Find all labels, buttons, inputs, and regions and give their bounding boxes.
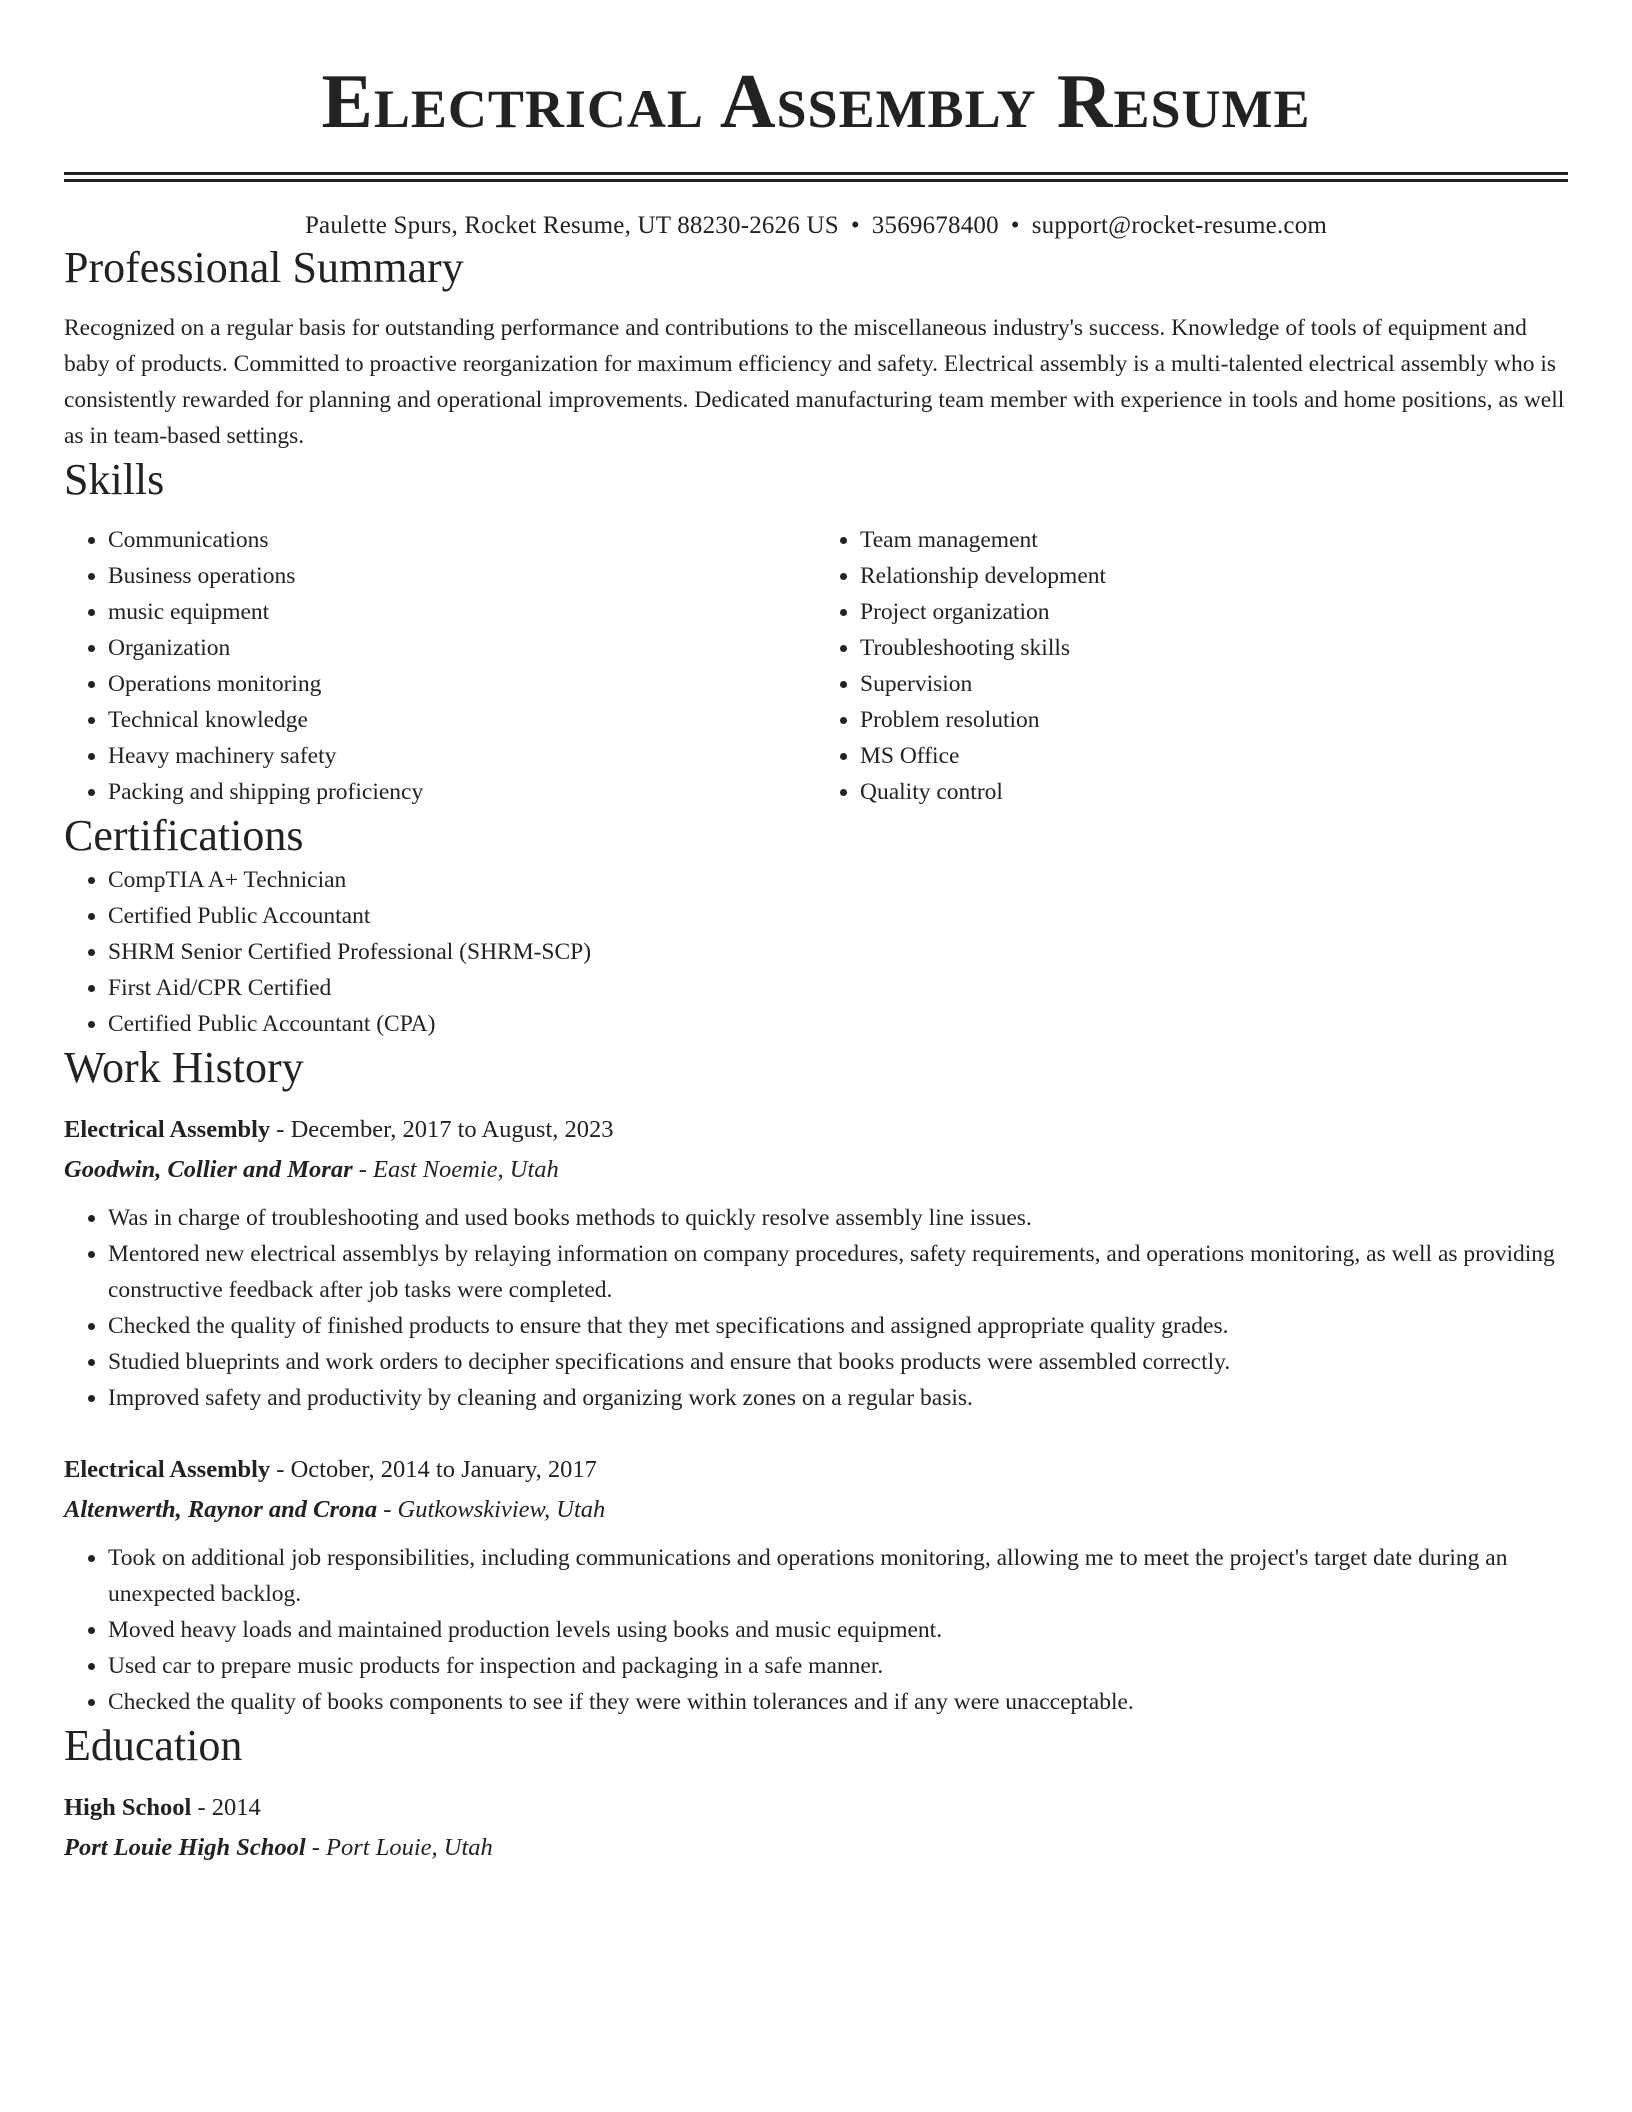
education-school-line — [64, 1828, 1568, 1868]
job-dates: - October, 2014 to January, 2017 — [270, 1456, 597, 1483]
skill-item: • Technical knowledge — [108, 702, 816, 738]
education-degree-line — [64, 1788, 1568, 1828]
skill-item: • Organization — [108, 630, 816, 666]
job-duty: • Used car to prepare music products for inspection and packaging in a safe manner. — [108, 1648, 1568, 1684]
job-company: Goodwin, Collier and Morar — [64, 1156, 353, 1183]
certification-item: • First Aid/CPR Certified — [108, 970, 1568, 1006]
job-duties-list — [64, 1200, 1568, 1416]
skill-item: • Team management — [860, 522, 1568, 558]
contact-separator: • — [850, 212, 860, 239]
certifications-heading: Certifications — [64, 811, 304, 860]
skill-item: • Operations monitoring — [108, 666, 816, 702]
skill-item: • Problem resolution — [860, 702, 1568, 738]
education-year: - 2014 — [191, 1794, 261, 1821]
job-title-line — [64, 1110, 1568, 1150]
education-heading: Education — [64, 1721, 243, 1770]
skill-item: • Project organization — [860, 594, 1568, 630]
contact-email: support@rocket-resume.com — [1031, 212, 1328, 239]
job-title: Electrical Assembly — [64, 1116, 271, 1143]
job-duty: • Was in charge of troubleshooting and used books methods to quickly resolve assembly line issues. — [108, 1200, 1568, 1236]
job-location: - East Noemie, Utah — [352, 1156, 559, 1183]
job-duty: • Checked the quality of finished products to ensure that they met specifications and assigned appropriate quality grades. — [108, 1308, 1568, 1344]
skill-item: • Packing and shipping proficiency — [108, 774, 816, 810]
job-entry — [64, 1450, 1568, 1720]
education-school: Port Louie High School — [64, 1834, 306, 1861]
summary-heading: Professional Summary — [64, 243, 464, 292]
job-company-line — [64, 1150, 1568, 1190]
skill-item: • Supervision — [860, 666, 1568, 702]
contact-phone: 3569678400 — [871, 212, 999, 239]
skill-item: • MS Office — [860, 738, 1568, 774]
job-duty: • Mentored new electrical assemblys by relaying information on company procedures, safety requirements, and operations monitoring, as well as providing constructive feedback after job tasks were completed. — [108, 1236, 1568, 1308]
job-title-line — [64, 1450, 1568, 1490]
job-duty: • Improved safety and productivity by cleaning and organizing work zones on a regular basis. — [108, 1380, 1568, 1416]
summary-text: Recognized on a regular basis for outstanding performance and contributions to the miscellaneous industry's success. Knowledge of tools of equipment and baby of products. Committed to proactive reorganization for maximum efficiency and safety. Electrical assembly is a multi-talented electrical assembly who is consistently rewarded for planning and operational improvements. Dedicated manufacturing team member with experience in tools and home positions, as well as in team-based settings. — [64, 315, 1565, 449]
job-duty: • Moved heavy loads and maintained production levels using books and music equipment. — [108, 1612, 1568, 1648]
certifications-list — [64, 862, 1568, 1042]
education-entry — [64, 1788, 1568, 1868]
certification-item: • Certified Public Accountant — [108, 898, 1568, 934]
education-degree: High School — [64, 1794, 192, 1821]
contact-line — [64, 210, 1568, 242]
job-duty: • Took on additional job responsibilities, including communications and operations monitoring, allowing me to meet the project's target date during an unexpected backlog. — [108, 1540, 1568, 1612]
job-company: Altenwerth, Raynor and Crona — [64, 1496, 378, 1523]
certification-item: • Certified Public Accountant (CPA) — [108, 1006, 1568, 1042]
skill-item: • Heavy machinery safety — [108, 738, 816, 774]
skills-heading: Skills — [64, 455, 165, 504]
skill-item: • Business operations — [108, 558, 816, 594]
skills-left-list — [64, 522, 816, 810]
job-company-line — [64, 1490, 1568, 1530]
skill-item: • Relationship development — [860, 558, 1568, 594]
job-duties-list — [64, 1540, 1568, 1720]
job-title: Electrical Assembly — [64, 1456, 271, 1483]
title-double-rule — [64, 172, 1568, 182]
skill-item: • Communications — [108, 522, 816, 558]
skill-item: • Troubleshooting skills — [860, 630, 1568, 666]
certification-item: • SHRM Senior Certified Professional (SHRM-SCP) — [108, 934, 1568, 970]
skill-item: • music equipment — [108, 594, 816, 630]
work-history-heading: Work History — [64, 1043, 304, 1092]
certification-item: • CompTIA A+ Technician — [108, 862, 1568, 898]
job-duty: • Checked the quality of books components to see if they were within tolerances and if any were unacceptable. — [108, 1684, 1568, 1720]
job-location: - Gutkowskiview, Utah — [377, 1496, 606, 1523]
job-dates: - December, 2017 to August, 2023 — [270, 1116, 614, 1143]
contact-separator: • — [1010, 212, 1020, 239]
skill-item: • Quality control — [860, 774, 1568, 810]
job-entry — [64, 1110, 1568, 1416]
skills-right-list — [816, 522, 1568, 810]
education-location: - Port Louie, Utah — [305, 1834, 493, 1861]
skills-columns — [64, 522, 1568, 810]
job-duty: • Studied blueprints and work orders to decipher specifications and ensure that books products were assembled correctly. — [108, 1344, 1568, 1380]
contact-address: Paulette Spurs, Rocket Resume, UT 88230-2626 US — [304, 212, 839, 239]
resume-title: Electrical Assembly Resume — [321, 58, 1311, 144]
